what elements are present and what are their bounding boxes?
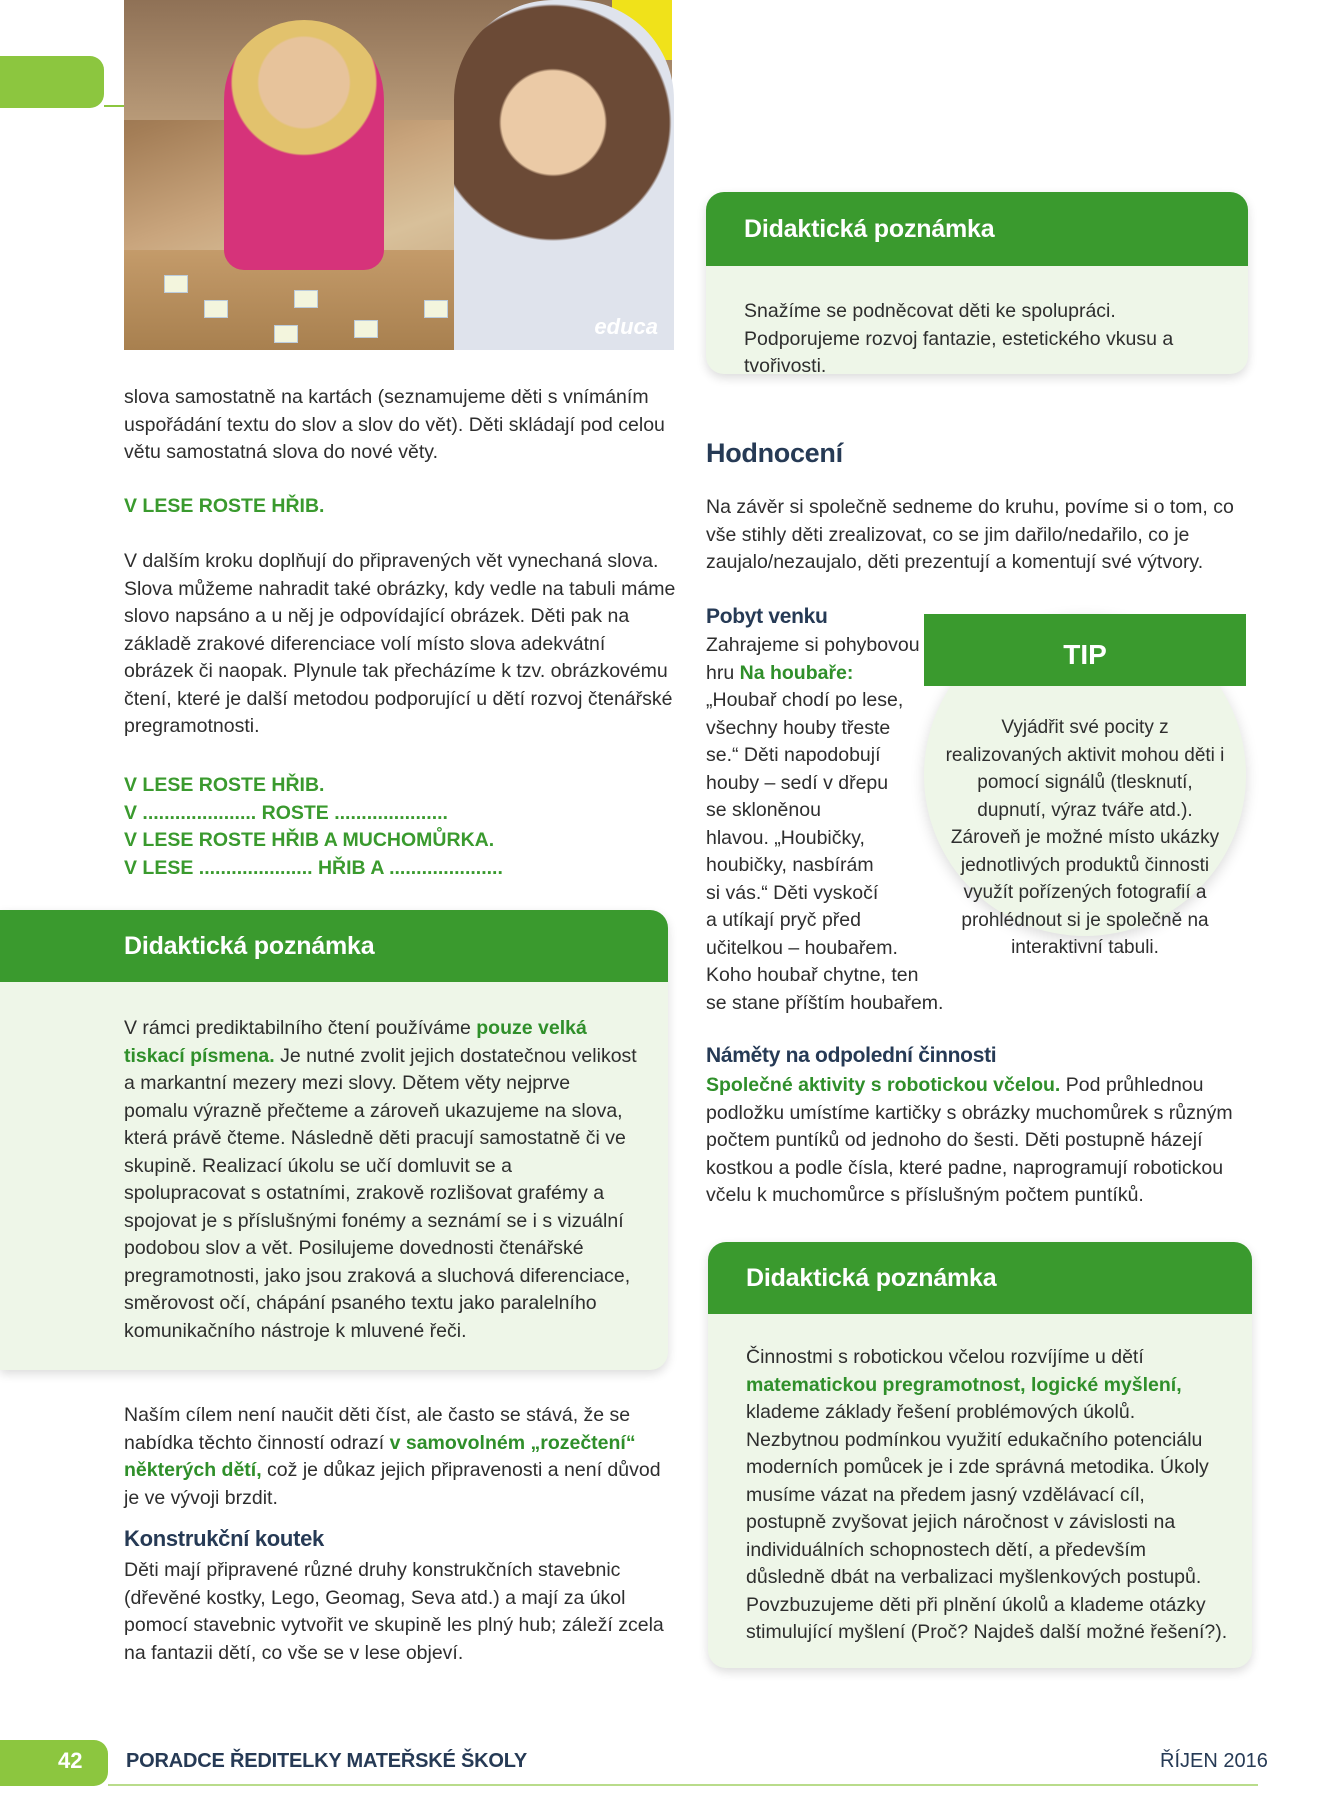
photo-card xyxy=(294,290,318,308)
note-text-highlight: pouze velká tiskací písmena. xyxy=(124,1017,587,1067)
section-heading-konstrukcni: Konstrukční koutek xyxy=(124,1526,324,1551)
pobyt-line: houbičky, nasbírám xyxy=(706,854,874,876)
hodnoceni-paragraph: Na závěr si společně sedneme do kruhu, povíme si o tom, co vše stihly děti zrealizovat, co se jim dařilo/nedařilo, co je zaujalo/nezaujalo, děti prezentují a komentují své výtvory. xyxy=(706,496,1234,573)
namety-paragraph xyxy=(706,1072,1254,1210)
pobyt-line: se stane příštím houbařem. xyxy=(706,991,944,1014)
pobyt-paragraph xyxy=(706,632,966,1017)
intro-paragraph: slova samostatně na kartách (seznamujeme děti s vnímáním uspořádání textu do slov a slov do vět). Děti skládají pod celou větu samostatná slova do nové věty. xyxy=(124,386,665,463)
tip-circle xyxy=(924,614,1246,958)
pobyt-line: Koho houbař chytne, ten xyxy=(706,964,919,986)
didactic-note-title: Didaktická poznámka xyxy=(708,1242,1252,1314)
pobyt-line: všechny houby třeste xyxy=(706,716,891,739)
classroom-photo xyxy=(124,0,672,350)
example-line: V LESE ROSTE HŘIB A MUCHOMŮRKA. xyxy=(124,829,495,851)
example-line: V LESE ROSTE HŘIB. xyxy=(124,774,325,796)
photo-card xyxy=(274,325,298,343)
pobyt-line: a utíkají pryč před xyxy=(706,909,861,931)
didactic-note-title: Didaktická poznámka xyxy=(0,910,668,982)
note-text-part: V rámci prediktabilního čtení používáme xyxy=(124,1017,477,1039)
pobyt-line: se skloněnou xyxy=(706,799,821,821)
didactic-note-box-top xyxy=(706,192,1248,377)
pobyt-line: se.“ Děti napodobují xyxy=(706,744,881,766)
note-text-part: Činnostmi s robotickou včelou rozvíjíme u dětí xyxy=(746,1346,1144,1368)
namety-highlight: Společné aktivity s robotickou včelou. xyxy=(706,1074,1061,1096)
top-tab-decoration xyxy=(0,56,104,108)
example-line: V ..................... ROSTE ..................... xyxy=(124,801,448,824)
note-text-highlight: matematickou pregramotnost, logické myšlení, xyxy=(746,1373,1182,1396)
photo-card xyxy=(204,300,228,318)
note-text-part: klademe základy řešení problémových úkolů. Nezbytnou podmínkou využití edukačního potenciálu moderních pomůcek je i zde správná metodika. Úkoly musíme vázat na předem jasný vzdělávací cíl, postupně zvyšovat jejich náročnost v závislosti na individuálních schopnostech dětí, a především důsledně dbát na verbalizaci myšlenkových postupů. Povzbuzujeme děti při plnění úkolů a klademe otázky stimulující myšlení (Proč? Najdeš další možné řešení?). xyxy=(746,1401,1228,1643)
page-number: 42 xyxy=(58,1748,83,1773)
photo-girl-glasses xyxy=(454,0,674,350)
tip-text: Vyjádřit své pocity z realizovaných aktivit mohou děti i pomocí signálů (tlesknutí, dupnutí, výraz tváře atd.). Zároveň je možné místo ukázky jednotlivých produktů činnosti využít pořízených fotografií a prohlédnout si je společně na interaktivní tabuli. xyxy=(945,717,1225,958)
example-line: V LESE ..................... HŘIB A ..................... xyxy=(124,856,503,879)
section-heading-namety: Náměty na odpolední činnosti xyxy=(706,1044,997,1067)
konstrukcni-paragraph: Děti mají připravené různé druhy konstrukčních stavebnic (dřevěné kostky, Lego, Geomag, Seva atd.) a mají za úkol pomocí stavebnic vytvořit ve skupině les plný hub; záleží zcela na fantazii dětí, co vše se v lese objeví. xyxy=(124,1559,664,1664)
pobyt-line: hlavou. „Houbičky, xyxy=(706,826,865,849)
pobyt-line: houby – sedí v dřepu xyxy=(706,771,889,794)
top-rule xyxy=(104,105,124,107)
footer-rule xyxy=(108,1784,1258,1786)
tip-title: TIP xyxy=(924,614,1246,686)
note-text-part: Je nutné zvolit jejich dostatečnou velikost a markantní mezery mezi slovy. Dětem věty nejprve pomalu výrazně přečteme a zároveň ukazujeme na slova, která právě čteme. Následně děti pracují samostatně či ve skupině. Realizací úkolu se učí domluvit se a spolupracovat s ostatními, zrakově rozlišovat grafémy a spojovat je s příslušnými fonémy a seznámí se i s vizuální podobou slov a vět. Posilujeme dovednosti čtenářské pregramotnosti, jako jsou zraková a sluchová diferenciace, směrovost očí, chápání psaného textu jako paralelního komunikačního nástroje k mluvené řeči. xyxy=(124,1044,637,1342)
pobyt-line: si vás.“ Děti vyskočí xyxy=(706,881,879,904)
goal-paragraph xyxy=(124,1402,664,1512)
pobyt-line: „Houbař chodí po lese, xyxy=(706,689,904,711)
didactic-note-box-left xyxy=(0,910,668,1370)
pobyt-line: Zahrajeme si pohybovou xyxy=(706,634,920,656)
didactic-note-title: Didaktická poznámka xyxy=(706,192,1248,266)
didactic-note-text: Snažíme se podněcovat děti ke spolupráci. Podporujeme rozvoj fantazie, estetického vkusu a tvořivosti. xyxy=(744,300,1174,377)
publication-title: PORADCE ŘEDITELKY MATEŘSKÉ ŠKOLY xyxy=(126,1750,528,1772)
didactic-note-text xyxy=(124,1015,638,1345)
photo-card xyxy=(424,300,448,318)
goal-text-part: což je důkaz jejich připravenosti a není důvod je ve vývoji brzdit. xyxy=(124,1459,661,1509)
goal-text-highlight: v samovolném „rozečtení“ některých dětí, xyxy=(124,1431,636,1481)
goal-text-part: Naším cílem není naučit děti číst, ale často se stává, že se nabídka těchto činností odrazí xyxy=(124,1404,631,1454)
photo-logo: educa xyxy=(594,314,658,339)
photo-card xyxy=(354,320,378,338)
example-list xyxy=(124,772,684,882)
photo-card xyxy=(164,275,188,293)
photo-girl-pink-dress xyxy=(224,20,384,270)
section-heading-hodnoceni: Hodnocení xyxy=(706,438,843,468)
didactic-note-text xyxy=(746,1344,1228,1647)
issue-date: ŘÍJEN 2016 xyxy=(1160,1750,1268,1772)
example-sentence: V LESE ROSTE HŘIB. xyxy=(124,495,325,517)
game-name: Na houbaře: xyxy=(739,661,854,684)
didactic-note-box-bottom xyxy=(708,1242,1252,1668)
namety-text: Pod průhlednou podložku umístíme kartičky s obrázky muchomůrek s různým počtem puntíků od jednoho do šesti. Děti postupně házejí kostkou a podle čísla, které padne, naprogramují robotickou včelu k muchomůrce s příslušným počtem puntíků. xyxy=(706,1074,1233,1206)
pobyt-line: učitelkou – houbařem. xyxy=(706,936,898,959)
paragraph-gap-filling: V dalším kroku doplňují do připravených vět vynechaná slova. Slova můžeme nahradit také obrázky, kdy vedle na tabuli máme slovo napsáno a u něj je odpovídající obrázek. Děti pak na základě zrakové diferenciace volí místo slova adekvátní obrázek či naopak. Plynule tak přecházíme k tzv. obrázkovému čtení, které je další metodou podporující u dětí rozvoj čtenářské pregramotnosti. xyxy=(124,550,676,737)
footer-tab xyxy=(0,1740,108,1786)
pobyt-line: hru Na houbaře: xyxy=(706,661,854,684)
section-heading-pobyt: Pobyt venku xyxy=(706,605,828,628)
